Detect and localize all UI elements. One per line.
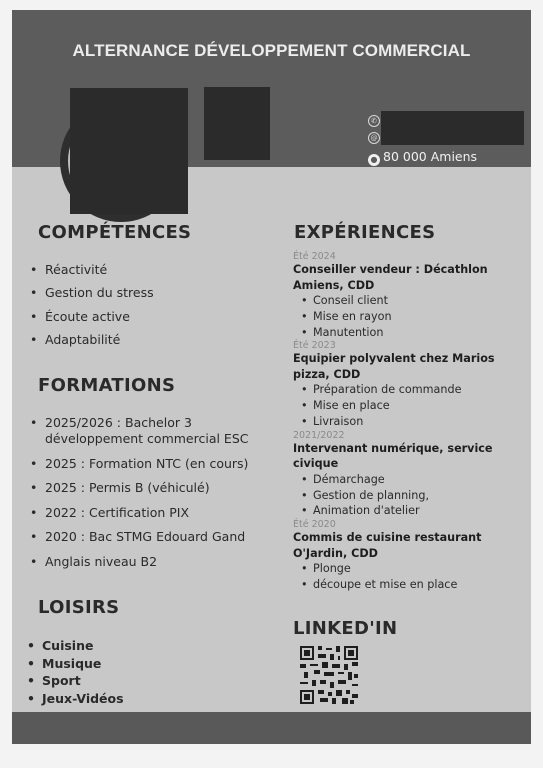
- redacted-name-block: [204, 87, 270, 160]
- experience-tasks: [293, 293, 525, 340]
- formation-item: [30, 480, 249, 496]
- formation-item: [30, 554, 249, 570]
- experience-item: [293, 251, 525, 340]
- email-icon: @: [368, 132, 380, 144]
- formation-item: [30, 415, 249, 447]
- experience-item: [293, 519, 525, 593]
- loisirs-list: [27, 637, 124, 708]
- competence-item: • Écoute active: [30, 309, 154, 332]
- map-pin-icon: ●: [368, 154, 380, 166]
- loisir-item: • Cuisine: [27, 637, 124, 655]
- formation-year: 2022 :: [45, 504, 85, 520]
- competence-item: • Réactivité: [30, 262, 154, 285]
- redacted-contact-block: [381, 111, 524, 145]
- loisir-item: • Jeux-Vidéos: [27, 690, 124, 708]
- formation-text: Certification PIX: [88, 504, 190, 520]
- experience-tasks: [293, 382, 525, 429]
- experience-date: Été 2020: [293, 519, 336, 531]
- formation-item: [30, 529, 249, 545]
- formation-year: 2025/2026 :: [45, 415, 122, 430]
- loisir-item: • Musique: [27, 655, 124, 673]
- experiences-heading: EXPÉRIENCES: [294, 222, 436, 243]
- formation-text: Permis B (véhiculé): [88, 480, 210, 495]
- location: [368, 149, 477, 166]
- formation-text: Bachelor 3: [125, 415, 192, 430]
- location-text: 80 000 Amiens: [383, 149, 478, 164]
- formation-year: 2025 :: [45, 480, 85, 495]
- experience-role: Intervenant numérique, service civique: [293, 441, 493, 471]
- task-item: • Plonge: [301, 561, 525, 577]
- task-item: • Animation d'atelier: [301, 503, 525, 519]
- experience-role: Commis de cuisine restaurant O'Jardin, CDD: [293, 531, 482, 560]
- experience-date: Été 2023: [293, 340, 336, 352]
- task-item: • Mise en rayon: [301, 309, 525, 325]
- qr-code-icon[interactable]: [300, 646, 358, 704]
- formation-item: [30, 505, 249, 521]
- formation-item: [30, 456, 249, 472]
- competences-heading: COMPÉTENCES: [38, 222, 192, 243]
- linkedin-heading: LINKED'IN: [293, 618, 398, 639]
- formation-text: Formation NTC (en cours): [88, 455, 249, 471]
- experience-item: [293, 340, 525, 429]
- formation-text: Bac STMG Edouard Gand: [88, 529, 246, 544]
- task-item: • Manutention: [301, 325, 525, 341]
- loisirs-heading: LOISIRS: [38, 597, 120, 618]
- formations-list: [30, 415, 249, 578]
- competence-item: • Gestion du stress: [30, 285, 154, 308]
- competence-item: • Adaptabilité: [30, 332, 154, 355]
- experience-date: 2021/2022: [293, 429, 345, 441]
- task-item: • Conseil client: [301, 293, 525, 309]
- task-item: • Mise en place: [301, 398, 525, 414]
- experiences-list: [293, 251, 525, 593]
- cv-page: [12, 10, 531, 744]
- task-item: • Démarchage: [301, 472, 525, 488]
- task-item: • Préparation de commande: [301, 382, 525, 398]
- task-item: • découpe et mise en place: [301, 577, 525, 593]
- competences-list: [30, 262, 154, 355]
- formation-year: 2020 :: [45, 529, 85, 544]
- loisir-item: • Sport: [27, 672, 124, 690]
- formation-text: Anglais niveau B2: [45, 553, 158, 569]
- formation-text-cont: développement commercial ESC: [45, 431, 249, 446]
- task-item: • Gestion de planning,: [301, 488, 525, 504]
- redacted-photo: [70, 88, 188, 214]
- phone-icon: ✆: [368, 115, 380, 127]
- experience-tasks: [293, 561, 525, 593]
- experience-date: Été 2024: [293, 251, 336, 262]
- experience-role: Conseiller vendeur : Décathlon Amiens, CDD: [293, 263, 488, 292]
- experience-role: Equipier polyvalent chez Marios pizza, CDD: [293, 352, 495, 381]
- cv-title: ALTERNANCE DÉVELOPPEMENT COMMERCIAL: [72, 41, 471, 60]
- experience-tasks: [293, 472, 525, 519]
- formations-heading: FORMATIONS: [38, 375, 176, 396]
- task-item: • Livraison: [301, 414, 525, 430]
- footer-band: [12, 712, 531, 744]
- formation-year: 2025 :: [45, 455, 85, 471]
- experience-item: [293, 430, 525, 519]
